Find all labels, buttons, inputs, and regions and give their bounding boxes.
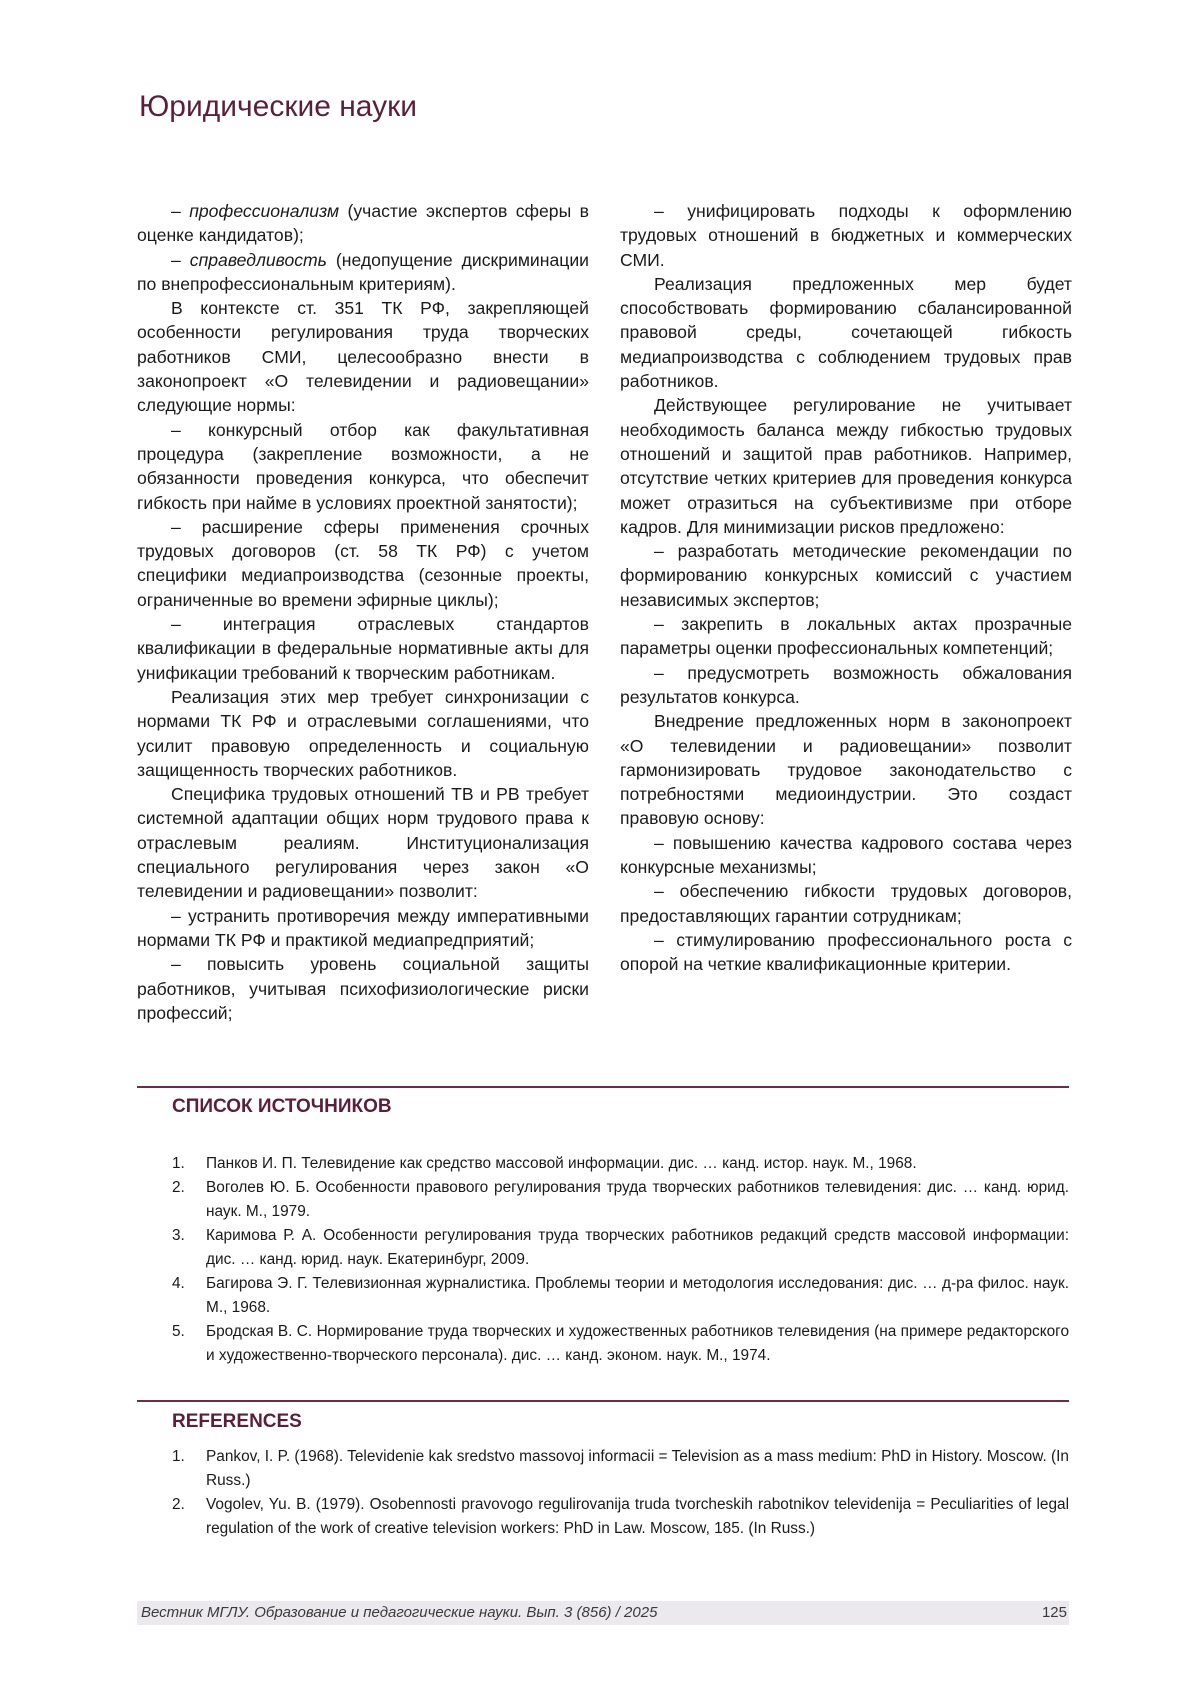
- paragraph: – закрепить в локальных актах прозрачные параметры оценки профессиональных компетенций;: [620, 614, 1072, 659]
- paragraph: – повысить уровень социальной защиты работников, учитывая психофизиологические риски профессий;: [137, 954, 589, 1023]
- paragraph: – предусмотреть возможность обжалования результатов конкурса.: [620, 662, 1072, 707]
- paragraph: – унифицировать подходы к оформлению трудовых отношений в бюджетных и коммерческих СМИ.: [620, 201, 1072, 270]
- paragraph: – справедливость (недопущение дискриминации по внепрофессиональным критериям).: [137, 249, 589, 294]
- list-item: 5. Бродская В. С. Нормирование труда творческих и художественных работников телевидения (на примере редакторского и художественно-творческого персонала). дис. … канд. эконом. наук. М., 1974.: [172, 1323, 1069, 1364]
- paragraph: – обеспечению гибкости трудовых договоров, предоставляющих гарантии сотрудникам;: [620, 881, 1072, 926]
- paragraph: Специфика трудовых отношений ТВ и РВ требует системной адаптации общих норм трудового права к отраслевым реалиям. Институционализация специального регулирования через закон «О телевидении и радиовещании» позволит:: [137, 784, 589, 902]
- references-list: [172, 1445, 1069, 1541]
- list-item: 1. Pankov, I. P. (1968). Televidenie kak sredstvo massovoj informacii = Television as a mass medium: PhD in History. Moscow. (In Russ.): [172, 1448, 1069, 1489]
- list-item: 1. Панков И. П. Телевидение как средство массовой информации. дис. … канд. истор. наук. М., 1968.: [172, 1155, 917, 1172]
- paragraph: – разработать методические рекомендации по формированию конкурсных комиссий с участием независимых экспертов;: [620, 541, 1072, 610]
- list-item: 4. Багирова Э. Г. Телевизионная журналистика. Проблемы теории и методология исследования: дис. … д-ра филос. наук. М., 1968.: [172, 1275, 1069, 1316]
- sources-heading: СПИСОК ИСТОЧНИКОВ: [172, 1096, 392, 1117]
- references-divider: [137, 1400, 1069, 1402]
- paragraph: В контексте ст. 351 ТК РФ, закрепляющей особенности регулирования труда творческих работников СМИ, целесообразно внести в законопроект «О телевидении и радиовещании» следующие нормы:: [137, 298, 589, 416]
- paragraph: Реализация предложенных мер будет способствовать формированию сбалансированной правовой среды, сочетающей гибкость медиапроизводства с соблюдением трудовых прав работников.: [620, 273, 1072, 392]
- paragraph: Реализация этих мер требует синхронизации с нормами ТК РФ и отраслевыми соглашениями, что усилит правовую определенность и социальную защищенность творческих работников.: [137, 686, 589, 780]
- paragraph: – расширение сферы применения срочных трудовых договоров (ст. 58 ТК РФ) с учетом специфики медиапроизводства (сезонные проекты, ограниченные во времени эфирные циклы);: [137, 516, 589, 610]
- emphasis-term: профессионализм: [189, 201, 340, 221]
- paragraph: – конкурсный отбор как факультативная процедура (закрепление возможности, а не обязанности проведения конкурса, что обеспечит гибкость при найме в условиях проектной занятости);: [137, 419, 589, 513]
- left-column: [137, 199, 589, 1025]
- paragraph: – устранить противоречия между императивными нормами ТК РФ и практикой медиапредприятий;: [137, 905, 589, 950]
- list-item: 3. Каримова Р. А. Особенности регулирования труда творческих работников редакций средств массовой информации: дис. … канд. юрид. наук. Екатеринбург, 2009.: [172, 1227, 1069, 1268]
- paragraph: Действующее регулирование не учитывает необходимость баланса между гибкостью трудовых отношений и защитой прав работников. Например, отсутствие четких критериев для проведения конкурса может отразиться на субъективизме при отборе кадров. Для минимизации рисков предложено:: [620, 395, 1072, 537]
- paragraph: Внедрение предложенных норм в законопроект «О телевидении и радиовещании» позволит гармонизировать трудовое законодательство с потребностями медиоиндустрии. Это создаст правовую основу:: [620, 711, 1072, 829]
- section-title: Юридические науки: [139, 90, 418, 123]
- page-footer: [137, 1601, 1069, 1625]
- journal-name: Вестник МГЛУ. Образование и педагогические науки. Вып. 3 (856) / 2025: [141, 1604, 658, 1621]
- list-item: 2. Воголев Ю. Б. Особенности правового регулирования труда творческих работников телевидения: дис. … канд. юрид. наук. М., 1979.: [172, 1179, 1069, 1220]
- sources-list: [172, 1152, 1069, 1368]
- right-column: [620, 199, 1072, 977]
- references-heading: REFERENCES: [172, 1411, 302, 1432]
- sources-divider: [137, 1086, 1069, 1088]
- page-number: 125: [1041, 1604, 1067, 1621]
- paragraph: – профессионализм (участие экспертов сферы в оценке кандидатов);: [137, 201, 589, 246]
- paragraph: – стимулированию профессионального роста с опорой на четкие квалификационные критерии.: [620, 929, 1072, 975]
- paragraph: – интеграция отраслевых стандартов квалификации в федеральные нормативные акты для унификации требований к творческим работникам.: [137, 614, 589, 683]
- paragraph: – повышению качества кадрового состава через конкурсные механизмы;: [620, 832, 1072, 878]
- emphasis-term: справедливость: [189, 249, 327, 270]
- list-item: 2. Vogolev, Yu. B. (1979). Osobennosti pravovogo regulirovanija truda tvorcheskih rabotnikov televidenija = Peculiarities of legal regulation of the work of creative television workers: PhD in Law. Moscow, 185. (In Russ.): [172, 1496, 1069, 1537]
